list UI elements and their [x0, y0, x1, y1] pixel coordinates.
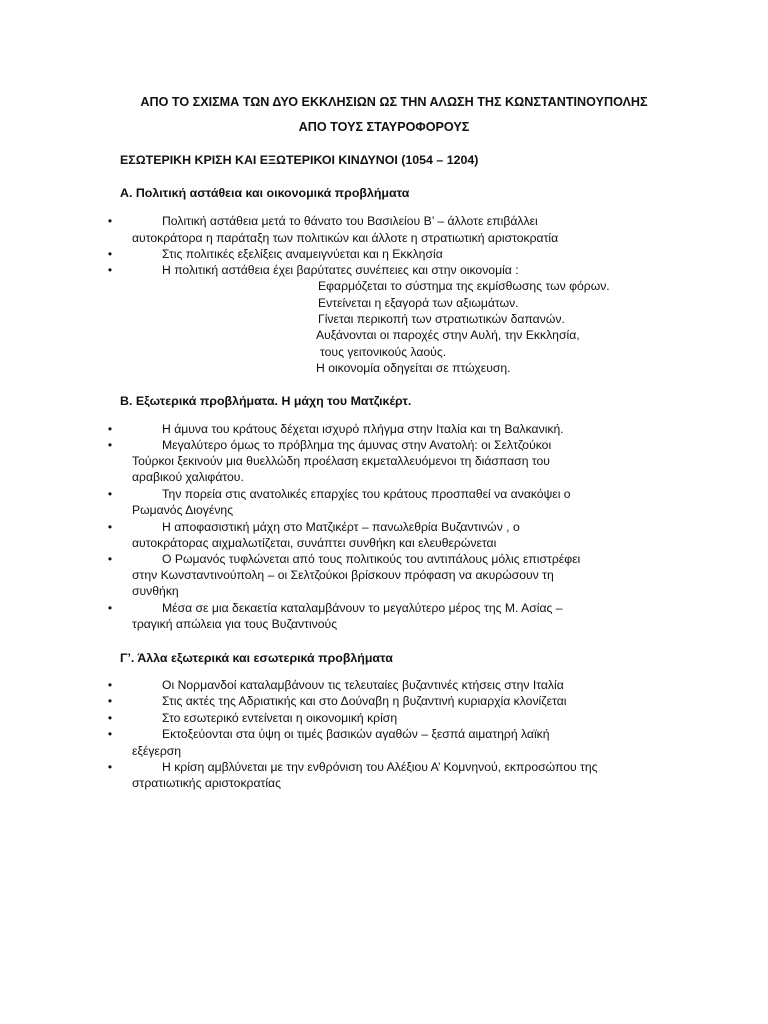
section-a-subitem5: τους γειτονικούς λαούς.	[320, 345, 447, 359]
section-b-bullet5-line1: Ο Ρωμανός τυφλώνεται από τους πολιτικούς του αντιπάλους μόλις επιστρέφει	[162, 552, 581, 566]
section-b-bullet5-line2: στην Κωνσταντινούπολη – οι Σελτζούκοι βρίσκουν πρόφαση να ακυρώσουν τη	[132, 568, 554, 582]
bullet-marker: •	[107, 214, 113, 228]
section-b-heading: Β. Εξωτερικά προβλήματα. Η μάχη του Ματζικέρτ.	[120, 394, 412, 408]
bullet-marker: •	[107, 422, 113, 436]
bullet-marker: •	[107, 760, 113, 774]
section-a-bullet3-line1: Η πολιτική αστάθεια έχει βαρύτατες συνέπειες και στην οικονομία :	[162, 263, 519, 277]
section-b-bullet5-line3: συνθήκη	[132, 584, 179, 598]
section-a-subitem4: Αυξάνονται οι παροχές στην Αυλή, την Εκκλησία,	[316, 328, 580, 342]
bullet-marker: •	[107, 601, 113, 615]
bullet-marker: •	[107, 694, 113, 708]
section-b-bullet6-line2: τραγική απώλεια για τους Βυζαντινούς	[132, 617, 338, 631]
section-a-subitem3: Γίνεται περικοπή των στρατιωτικών δαπανών.	[318, 312, 565, 326]
section-b-bullet1-line1: Η άμυνα του κράτους δέχεται ισχυρό πλήγμα στην Ιταλία και τη Βαλκανική.	[162, 422, 564, 436]
section-c-bullet1-line1: Οι Νορμανδοί καταλαμβάνουν τις τελευταίες βυζαντινές κτήσεις στην Ιταλία	[162, 678, 564, 692]
bullet-marker: •	[107, 520, 113, 534]
bullet-marker: •	[107, 247, 113, 261]
section-c-bullet4-line1: Εκτοξεύονται στα ύψη οι τιμές βασικών αγαθών – ξεσπά αιματηρή λαϊκή	[162, 727, 550, 741]
section-a-heading: Α. Πολιτική αστάθεια και οικονομικά προβλήματα	[120, 186, 410, 200]
section-b-bullet3-line2: Ρωμανός Διογένης	[132, 503, 234, 517]
section-c-heading: Γ’. Άλλα εξωτερικά και εσωτερικά προβλήματα	[120, 651, 393, 665]
document-title-line2: ΑΠΟ ΤΟΥΣ ΣΤΑΥΡΟΦΟΡΟΥΣ	[298, 120, 470, 134]
document-subtitle: ΕΣΩΤΕΡΙΚΗ ΚΡΙΣΗ ΚΑΙ ΕΞΩΤΕΡΙΚΟΙ ΚΙΝΔΥΝΟΙ (1054 – 1204)	[120, 153, 479, 167]
section-b-bullet4-line2: αυτοκράτορας αιχμαλωτίζεται, συνάπτει συνθήκη και ελευθερώνεται	[132, 536, 497, 550]
section-b-bullet6-line1: Μέσα σε μια δεκαετία καταλαμβάνουν το μεγαλύτερο μέρος της Μ. Ασίας –	[162, 601, 563, 615]
section-c-bullet3-line1: Στο εσωτερικό εντείνεται η οικονομική κρίση	[162, 711, 398, 725]
section-a-bullet1-line1: Πολιτική αστάθεια μετά το θάνατο του Βασιλείου Β’ – άλλοτε επιβάλλει	[162, 214, 538, 228]
section-b-bullet2-line2: Τούρκοι ξεκινούν μια θυελλώδη προέλαση εκμεταλλευόμενοι τη διάσπαση του	[132, 454, 550, 468]
section-a-bullet2-line1: Στις πολιτικές εξελίξεις αναμειγνύεται και η Εκκλησία	[162, 247, 443, 261]
section-c-bullet4-line2: εξέγερση	[132, 744, 182, 758]
section-a-subitem1: Εφαρμόζεται το σύστημα της εκμίσθωσης των φόρων.	[318, 279, 610, 293]
bullet-marker: •	[107, 263, 113, 277]
bullet-marker: •	[107, 727, 113, 741]
section-b-bullet2-line1: Μεγαλύτερο όμως το πρόβλημα της άμυνας στην Ανατολή: οι Σελτζούκοι	[162, 438, 552, 452]
bullet-marker: •	[107, 438, 113, 452]
section-a-subitem6: Η οικονομία οδηγείται σε πτώχευση.	[316, 361, 511, 375]
section-b-bullet4-line1: Η αποφασιστική μάχη στο Ματζικέρτ – πανωλεθρία Βυζαντινών , ο	[162, 520, 520, 534]
bullet-marker: •	[107, 552, 113, 566]
section-b-bullet3-line1: Την πορεία στις ανατολικές επαρχίες του κράτους προσπαθεί να ανακόψει ο	[162, 487, 571, 501]
section-c-bullet5-line1: Η κρίση αμβλύνεται με την ενθρόνιση του Αλέξιου Α’ Κομνηνού, εκπροσώπου της	[162, 760, 598, 774]
bullet-marker: •	[107, 487, 113, 501]
section-a-bullet1-line2: αυτοκράτορα η παράταξη των πολιτικών και άλλοτε η στρατιωτική αριστοκρατία	[132, 231, 559, 245]
bullet-marker: •	[107, 711, 113, 725]
section-b-bullet2-line3: αραβικού χαλιφάτου.	[132, 470, 244, 484]
section-c-bullet2-line1: Στις ακτές της Αδριατικής και στο Δούναβη η βυζαντινή κυριαρχία κλονίζεται	[162, 694, 567, 708]
bullet-marker: •	[107, 678, 113, 692]
document-title-line1: ΑΠΟ ΤΟ ΣΧΙΣΜΑ ΤΩΝ ΔΥΟ ΕΚΚΛΗΣΙΩΝ ΩΣ ΤΗΝ ΑΛΩΣΗ ΤΗΣ ΚΩΝΣΤΑΝΤΙΝΟΥΠΟΛΗΣ	[140, 95, 648, 109]
section-a-subitem2: Εντείνεται η εξαγορά των αξιωμάτων.	[318, 296, 519, 310]
section-c-bullet5-line2: στρατιωτικής αριστοκρατίας	[132, 776, 281, 790]
